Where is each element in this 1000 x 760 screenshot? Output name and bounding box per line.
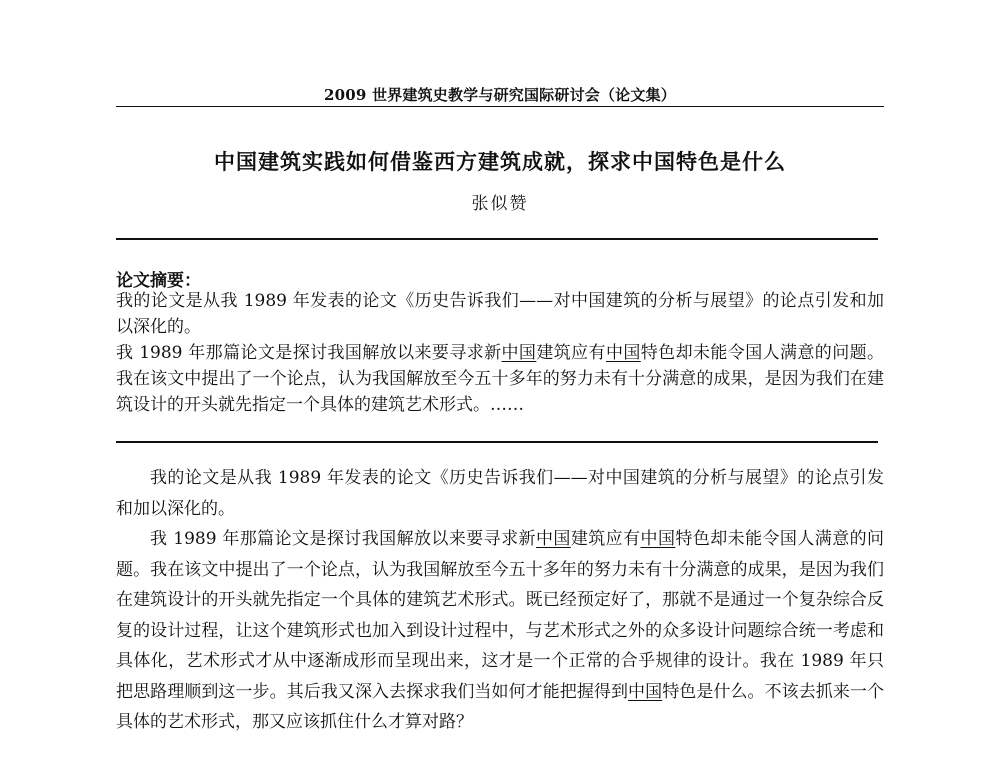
abstract-text-segment: 建筑应有 [536,343,606,363]
body-text-segment: 我 1989 年那篇论文是探讨我国解放以来要寻求新 [150,529,536,549]
header-divider [116,106,884,107]
abstract-top-divider [116,238,878,240]
abstract-paragraph-1: 我的论文是从我 1989 年发表的论文《历史告诉我们——对中国建筑的分析与展望》的论点引发和加以深化的。 [116,291,884,337]
abstract-paragraph-2 [116,340,884,418]
abstract-text-segment: 我 1989 年那篇论文是探讨我国解放以来要寻求新 [116,343,502,363]
body-paragraph-2 [116,524,884,738]
body-paragraph-1: 我的论文是从我 1989 年发表的论文《历史告诉我们——对中国建筑的分析与展望》的论点引发和加以深化的。 [116,468,884,519]
underlined-term: 中国 [535,529,571,549]
body-text-segment: 特色是什么。不该去抓来一个具体的艺术形式，那又应该抓住什么才算对路？ [116,681,885,732]
paper-title: 中国建筑实践如何借鉴西方建筑成就，探求中国特色是什么 [214,149,786,174]
body-text [116,463,884,738]
abstract-block [116,288,884,418]
abstract-text-segment: 特色却未能令国人满意的问题。我在该文中提出了一个论点，认为我国解放至今五十多年的努力未有十分满意的成果，是因为我们在建筑设计的开头就先指定一个具体的建筑艺术形式。…… [116,343,885,415]
body-text-segment: 特色却未能令国人满意的问题。我在该文中提出了一个论点，认为我国解放至今五十多年的努力未有十分满意的成果，是因为我们在建筑设计的开头就先指定一个具体的建筑艺术形式。既已经预定好了，那就不是通过一个复杂综合反复的设计过程，让这个建筑形式也加入到设计过程中，与艺术形式之外的众多设计问题综合统一考虑和具体化，艺术形式才从中逐渐成形而呈现出来，这才是一个正常的合乎规律的设计。我在 1989 年只把思路理顺到这一步。其后我又深入去探求我们当如何才能把握得到 [116,529,885,702]
underlined-term: 中国 [628,681,663,702]
body-text-segment: 建筑应有 [570,529,641,549]
underlined-term: 中国 [501,343,537,363]
abstract-bottom-divider [116,441,878,443]
abstract-label: 论文摘要： [116,271,201,291]
underlined-term: 中国 [605,343,641,363]
author-name: 张似赞 [471,194,529,214]
underlined-term: 中国 [640,529,676,549]
running-header: 2009 世界建筑史教学与研究国际研讨会（论文集） [324,86,676,104]
